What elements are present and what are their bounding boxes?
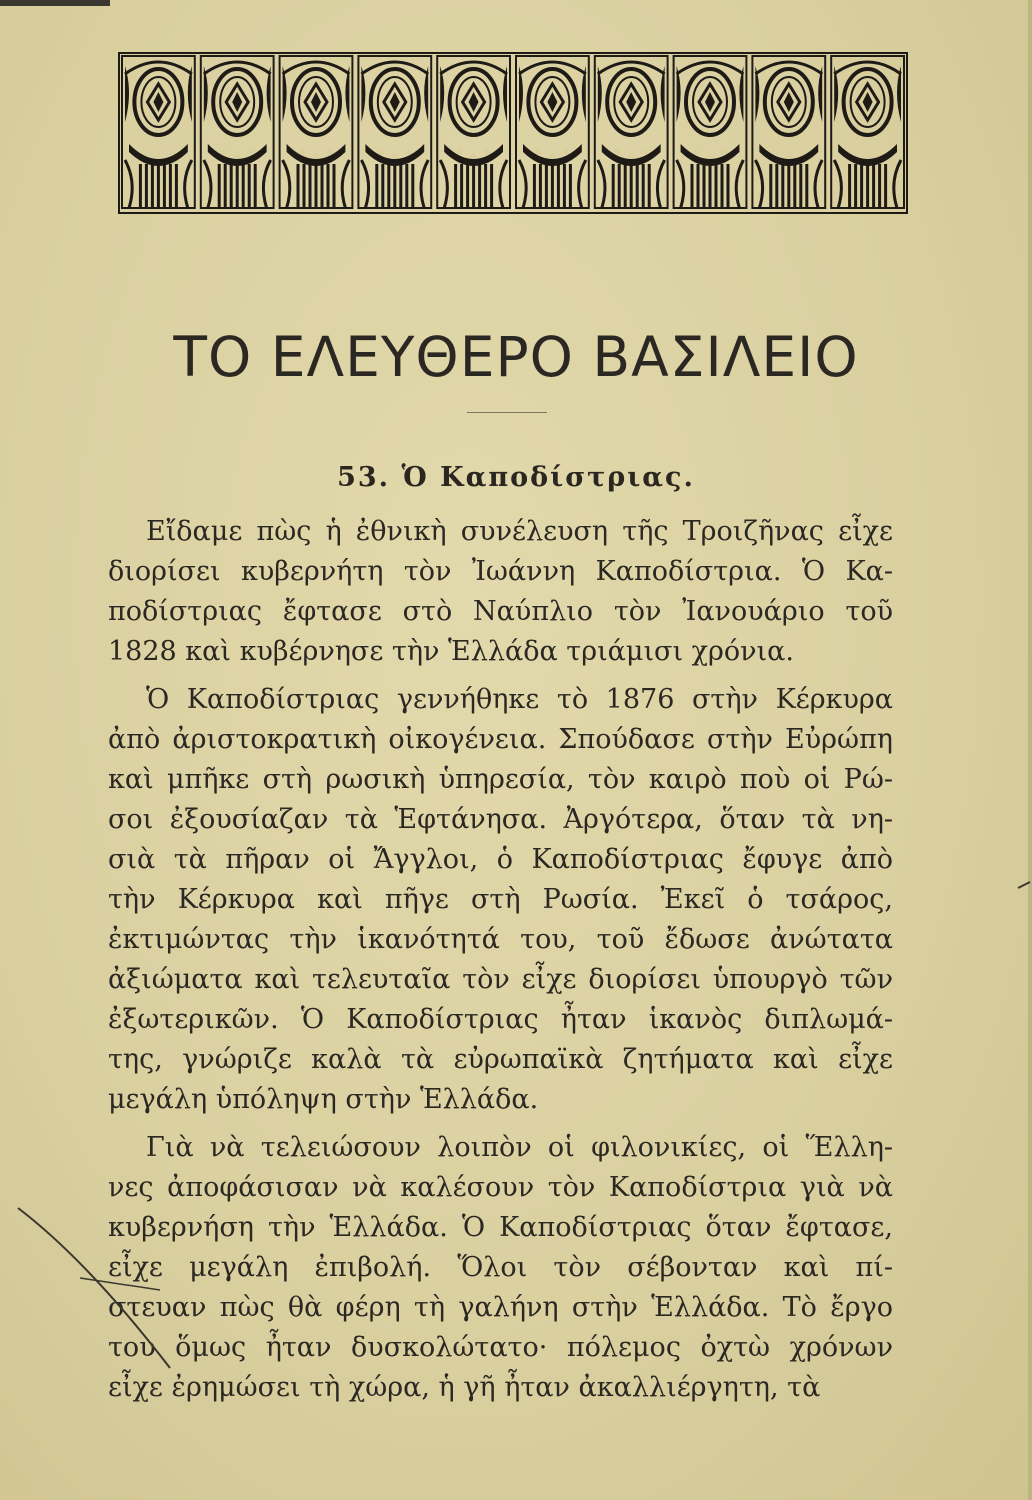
- text-line: Γιὰ νὰ τελειώσουν λοιπὸν οἱ φιλονικίες, οἱ Ἕλλη-: [146, 1132, 893, 1163]
- title-divider: [467, 412, 547, 413]
- corner-mark: [0, 0, 110, 6]
- ornament-tile: [831, 56, 904, 208]
- ornament-tile: [201, 56, 274, 208]
- text-line: νες ἀποφάσισαν νὰ καλέσουν τὸν Καποδίστρια γιὰ νὰ: [108, 1172, 893, 1203]
- ornament-tile: [516, 56, 589, 208]
- body-text: [108, 512, 893, 1408]
- text-line: διορίσει κυβερνήτη τὸν Ἰωάννη Καποδίστρια. Ὁ Κα-: [108, 556, 893, 587]
- text-line: της, γνώριζε καλὰ τὰ εὐρωπαϊκὰ ζητήματα καὶ εἶχε: [108, 1044, 893, 1075]
- paragraph: [108, 680, 893, 1120]
- text-line: μεγάλη ὑπόληψη στὴν Ἑλλάδα.: [108, 1084, 539, 1115]
- text-line: ἐξωτερικῶν. Ὁ Καποδίστριας ἦταν ἱκανὸς διπλωμά-: [108, 1004, 893, 1035]
- section-heading: 53. Ὁ Καποδίστριας.: [337, 462, 695, 493]
- text-line: ἀπὸ ἀριστοκρατικὴ οἰκογένεια. Σπούδασε στὴν Εὐρώπη: [108, 724, 893, 755]
- ornament-tile: [122, 56, 195, 208]
- text-line: στευαν πὼς θὰ φέρη τὴ γαλήνη στὴν Ἑλλάδα. Τὸ ἔργο: [108, 1292, 893, 1323]
- paragraph: [108, 1128, 893, 1408]
- ornament-tile: [752, 56, 825, 208]
- chapter-title: ΤΟ ΕΛΕΥΘΕΡΟ ΒΑΣΙΛΕΙΟ: [173, 325, 859, 389]
- text-line: του ὅμως ἦταν δυσκολώτατο· πόλεμος ὀχτὼ χρόνων: [108, 1332, 893, 1363]
- text-line: σιὰ τὰ πῆραν οἱ Ἄγγλοι, ὁ Καποδίστριας ἔφυγε ἀπὸ: [108, 844, 893, 875]
- text-line: εἶχε μεγάλη ἐπιβολή. Ὅλοι τὸν σέβονταν καὶ πί-: [108, 1252, 893, 1283]
- text-line: Εἴδαμε πὼς ἡ ἐθνικὴ συνέλευση τῆς Τροιζῆνας εἶχε: [146, 516, 893, 547]
- text-line: ποδίστριας ἔφτασε στὸ Ναύπλιο τὸν Ἰανουάριο τοῦ: [108, 596, 893, 627]
- text-line: καὶ μπῆκε στὴ ρωσικὴ ὑπηρεσία, τὸν καιρὸ ποὺ οἱ Ρώ-: [108, 764, 893, 795]
- ornament-tile: [358, 56, 431, 208]
- ornament-tile: [674, 56, 747, 208]
- paragraph: [108, 512, 893, 672]
- text-line: Ὁ Καποδίστριας γεννήθηκε τὸ 1876 στὴν Κέρκυρα: [146, 684, 893, 715]
- text-line: ἐκτιμώντας τὴν ἱκανότητά του, τοῦ ἔδωσε ἀνώτατα: [108, 924, 893, 955]
- page-edge: [1028, 0, 1032, 1500]
- paragraph-gap: [108, 672, 893, 680]
- ornament-tile: [280, 56, 353, 208]
- text-line: σοι ἐξουσίαζαν τὰ Ἑφτάνησα. Ἀργότερα, ὅταν τὰ νη-: [108, 804, 893, 835]
- ornament-tile: [595, 56, 668, 208]
- text-line: 1828 καὶ κυβέρνησε τὴν Ἑλλάδα τριάμισι χρόνια.: [108, 636, 794, 667]
- decorative-header-band: [118, 52, 908, 214]
- text-line: κυβερνήση τὴν Ἑλλάδα. Ὁ Καποδίστριας ὅταν ἔφτασε,: [108, 1212, 893, 1243]
- paragraph-gap: [108, 1120, 893, 1128]
- text-line: τὴν Κέρκυρα καὶ πῆγε στὴ Ρωσία. Ἐκεῖ ὁ τσάρος,: [108, 884, 893, 915]
- ornament-tile: [437, 56, 510, 208]
- text-line: εἶχε ἐρημώσει τὴ χώρα, ἡ γῆ ἦταν ἀκαλλιέργητη, τὰ: [108, 1372, 821, 1403]
- text-line: ἀξιώματα καὶ τελευταῖα τὸν εἶχε διορίσει ὑπουργὸ τῶν: [108, 964, 893, 995]
